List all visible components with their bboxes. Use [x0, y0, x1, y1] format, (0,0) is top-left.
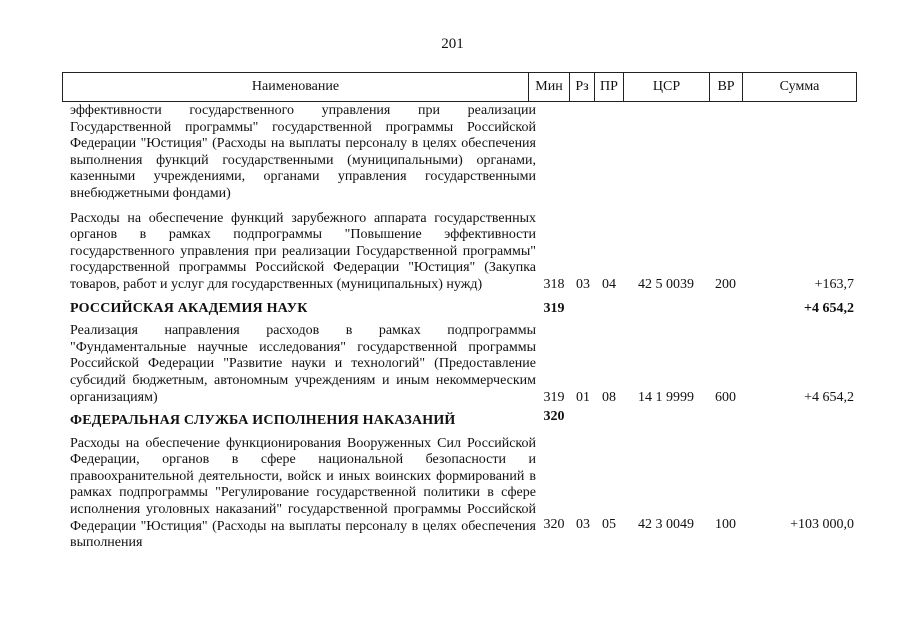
header-vr: ВР: [710, 73, 743, 101]
cell-min: 318: [543, 276, 565, 292]
cell-sum: +4 654,2: [804, 300, 854, 316]
header-min: Мин: [529, 73, 570, 101]
header-sum: Сумма: [779, 79, 820, 94]
cell-sum: +163,7: [814, 276, 854, 292]
table-row: [62, 409, 857, 430]
page-number: 201: [441, 36, 464, 52]
cell-vr: 200: [715, 276, 736, 292]
table-body: [62, 102, 857, 552]
row-description: Расходы на обеспечение функций зарубежного аппарата государственных органов в рамках подпрограммы "Повышение эффективности государственного управления при реализации Государственной программы" государственной программы Российской Федерации "Юстиция" (Закупка товаров, работ и услуг для государственных (муниципальных) нужд): [70, 210, 536, 292]
row-section-title: ФЕДЕРАЛЬНАЯ СЛУЖБА ИСПОЛНЕНИЯ НАКАЗАНИЙ: [70, 413, 456, 429]
table-row: [62, 323, 857, 406]
row-description: Расходы на обеспечение функционирования Вооруженных Сил Российской Федерации, органов в сфере национальной безопасности и правоохранительной деятельности, войск и иных воинских формирований в рамках подпрограммы "Регулирование государственной политики в сфере исполнения уголовных наказаний" государственной программы Российской Федерации "Юстиция" (Расходы на выплаты персоналу в целях обеспечения выполнения: [70, 435, 536, 551]
row-description: эффективности государственного управления при реализации Государственной программы" государственной программы Российской Федерации "Юстиция" (Расходы на выплаты персоналу в целях обеспечения выполнения функций государственными (муниципальными) органами, казенными учреждениями, органами управления государственными внебюджетными фондами): [70, 103, 536, 201]
cell-rz: 03: [576, 276, 590, 292]
cell-csr: 42 5 0039: [638, 276, 694, 292]
cell-csr: 42 3 0049: [638, 517, 694, 533]
cell-csr: 14 1 9999: [638, 389, 694, 405]
table-row: [62, 301, 857, 318]
cell-pr: 05: [602, 517, 616, 533]
table-row: [62, 436, 857, 552]
table-header: [62, 72, 857, 102]
table-row: [62, 211, 857, 294]
cell-min: 320: [543, 517, 565, 533]
table-row: [62, 103, 857, 203]
header-csr: ЦСР: [624, 73, 710, 101]
row-description: Реализация направления расходов в рамках подпрограммы "Фундаментальные научные исследования" государственной программы Российской Федерации "Развитие науки и технологий" (Предоставление субсидий бюджетным, автономным учреждениям и иным некоммерческим организациям): [70, 323, 536, 405]
cell-rz: 03: [576, 517, 590, 533]
row-section-title: РОССИЙСКАЯ АКАДЕМИЯ НАУК: [70, 300, 308, 316]
cell-vr: 600: [715, 389, 736, 405]
header-name: Наименование: [63, 73, 529, 101]
cell-vr: 100: [715, 517, 736, 533]
header-pr: ПР: [595, 73, 624, 101]
cell-min: 319: [543, 300, 565, 316]
cell-sum: +4 654,2: [804, 389, 854, 405]
cell-rz: 01: [576, 389, 590, 405]
cell-min: 320: [543, 409, 565, 425]
cell-min: 319: [543, 389, 565, 405]
cell-sum: +103 000,0: [790, 517, 854, 533]
cell-pr: 04: [602, 276, 616, 292]
header-rz: Рз: [570, 73, 595, 101]
cell-pr: 08: [602, 389, 616, 405]
